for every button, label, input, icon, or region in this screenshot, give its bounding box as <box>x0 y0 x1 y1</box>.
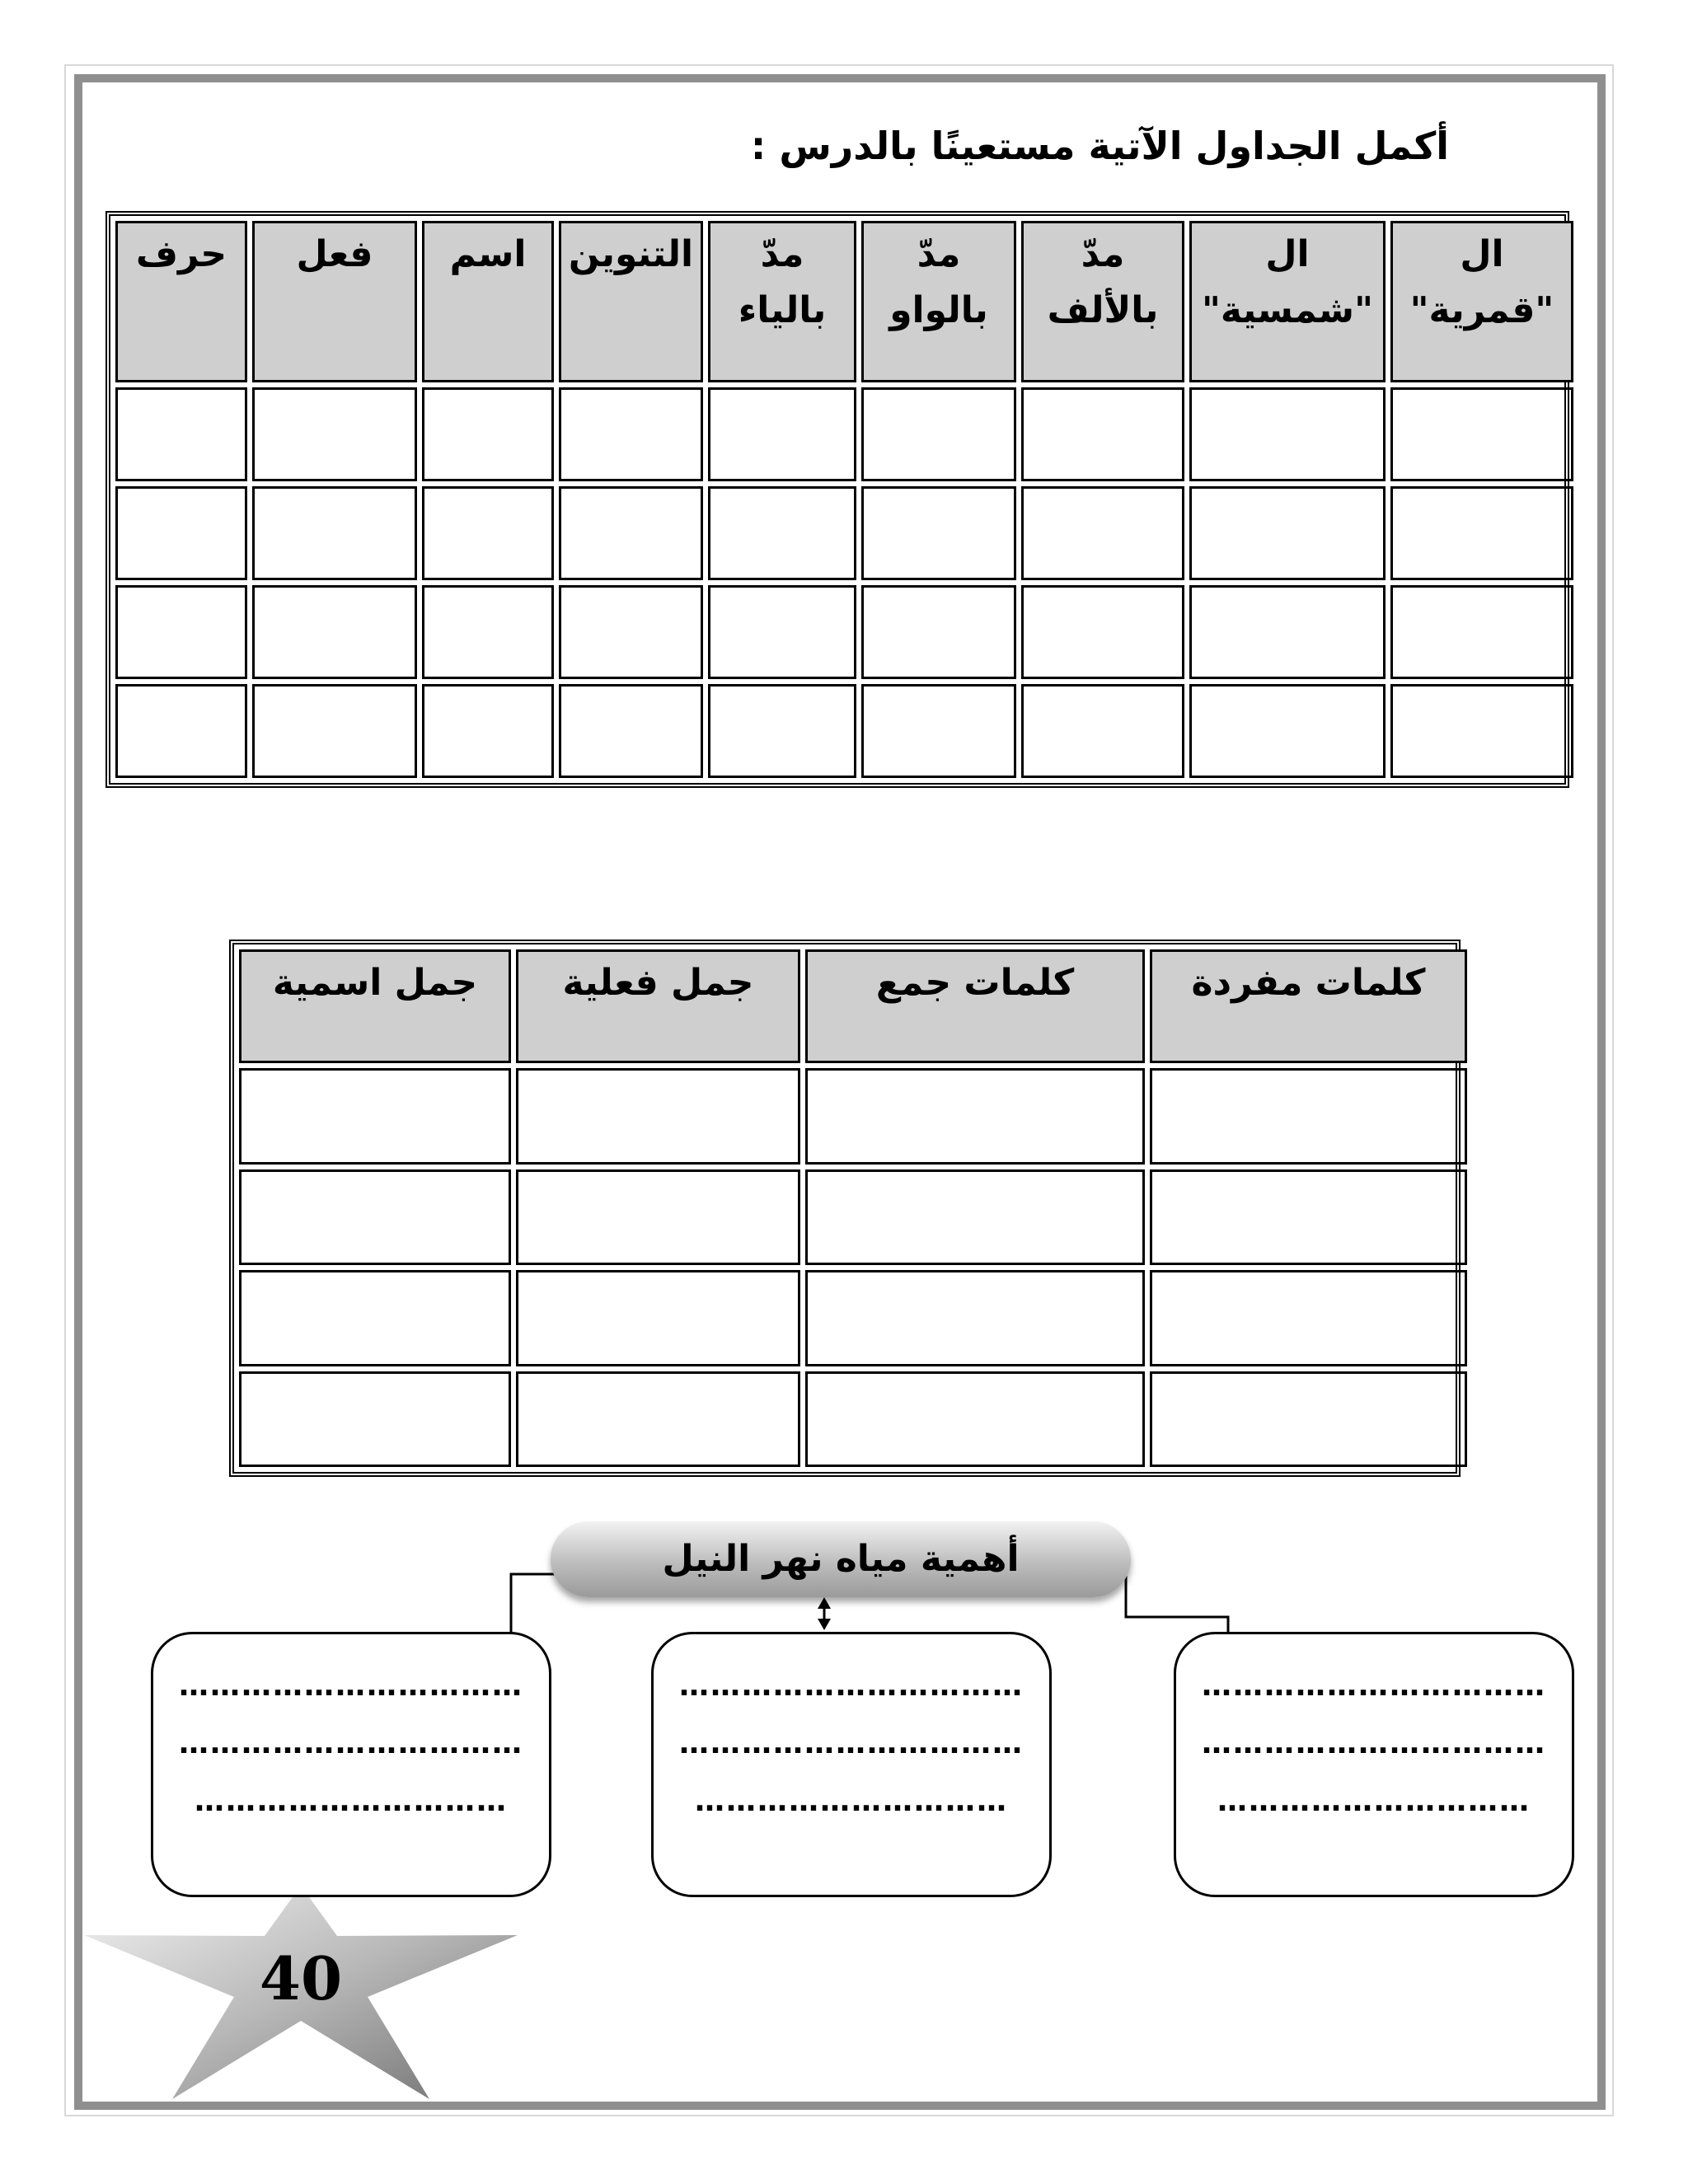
header-qamariya: ال "قمرية" <box>1390 221 1573 382</box>
header-nominal-sentences: جمل اسمية <box>239 949 511 1063</box>
dotted-line: ………………………… <box>195 1784 508 1818</box>
header-fiil: فعل <box>252 221 417 382</box>
dotted-line: …………………………… <box>179 1727 523 1760</box>
dotted-line: …………………………… <box>1202 1727 1546 1760</box>
header-ism: اسم <box>422 221 554 382</box>
answer-box-left[interactable] <box>151 1632 551 1897</box>
instruction-text: أكمل الجداول الآتية مستعينًا بالدرس : <box>750 124 1449 168</box>
header-madd-alif: مدّ بالألف <box>1021 221 1184 382</box>
page-number: 40 <box>259 1943 343 2013</box>
arrowhead-middle-up <box>818 1597 831 1609</box>
diagram-title: أهمية مياه نهر النيل <box>551 1521 1131 1597</box>
header-tanween: التنوين <box>559 221 703 382</box>
header-shamsiya: ال "شمسية" <box>1189 221 1386 382</box>
header-verbal-sentences: جمل فعلية <box>516 949 800 1063</box>
arrowhead-middle-down <box>818 1619 831 1630</box>
dotted-line: ………………………… <box>695 1784 1008 1818</box>
dotted-line: …………………………… <box>179 1669 523 1703</box>
header-madd-ya: مدّ بالياء <box>708 221 856 382</box>
dotted-line: …………………………… <box>1202 1669 1546 1703</box>
dotted-line: ………………………… <box>1217 1784 1531 1818</box>
header-madd-waw: مدّ بالواو <box>861 221 1016 382</box>
dotted-line: …………………………… <box>679 1669 1024 1703</box>
answer-box-middle[interactable] <box>651 1632 1052 1897</box>
answer-box-right[interactable] <box>1174 1632 1574 1897</box>
header-plural-words: كلمات جمع <box>805 949 1145 1063</box>
header-harf: حرف <box>115 221 247 382</box>
dotted-line: …………………………… <box>679 1727 1024 1760</box>
header-singular-words: كلمات مفردة <box>1150 949 1467 1063</box>
